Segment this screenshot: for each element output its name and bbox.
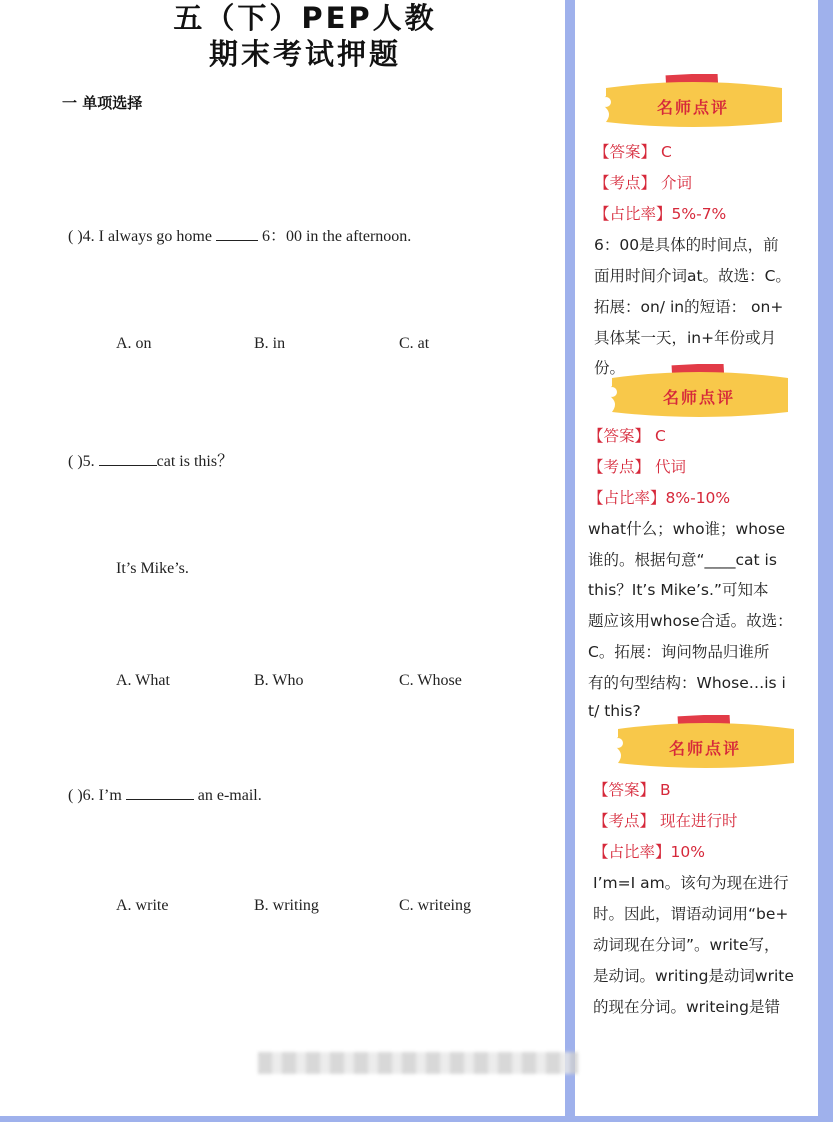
option-a: A. write xyxy=(116,897,169,914)
question-6 xyxy=(68,785,262,805)
note-answer xyxy=(593,778,671,800)
note-line: t/ this? xyxy=(588,702,641,720)
note-line: 题应该用whose合适。故选： xyxy=(588,612,793,630)
note-rate xyxy=(593,840,705,862)
blank-line xyxy=(216,226,258,241)
answer-value: B xyxy=(659,781,671,799)
note-line: 时。因此，谓语动词用“be+ xyxy=(593,905,789,923)
preview-fade-right xyxy=(575,1022,818,1116)
note-rate xyxy=(588,486,730,508)
section-heading: 一 单项选择 xyxy=(62,94,143,112)
option-c: C. Whose xyxy=(399,672,462,689)
point-value: 代词 xyxy=(654,458,686,476)
rate-label: 【占比率】 xyxy=(588,489,666,507)
page-frame-right xyxy=(818,0,833,1122)
answer-bracket: ( ) xyxy=(68,228,83,245)
question-text: 6. I’m xyxy=(82,787,122,804)
question-4 xyxy=(68,223,411,246)
question-text-end: cat is this？ xyxy=(156,453,234,470)
doc-title-line2: 期末考试押题 xyxy=(208,37,401,71)
banner-label: 名师点评 xyxy=(656,98,729,117)
note-rate xyxy=(594,202,726,224)
note-answer xyxy=(588,424,666,446)
answer-label: 【答案】 xyxy=(594,143,657,161)
banner-label: 名师点评 xyxy=(668,739,741,758)
note-line: this？It’s Mike’s.”可知本 xyxy=(588,581,769,599)
answer-label: 【答案】 xyxy=(588,427,651,445)
answer-label: 【答案】 xyxy=(593,781,656,799)
rate-value: 10% xyxy=(670,843,705,861)
note-line: 谁的。根据句意“____cat is xyxy=(588,551,777,569)
point-label: 【考点】 xyxy=(594,174,657,192)
option-b: B. Who xyxy=(254,672,304,689)
blank-line xyxy=(99,451,157,466)
blank-line xyxy=(126,785,194,800)
banner-label: 名师点评 xyxy=(662,388,735,407)
option-b: B. writing xyxy=(254,897,319,914)
option-b: B. in xyxy=(254,335,286,352)
point-label: 【考点】 xyxy=(593,812,656,830)
answer-value: C xyxy=(660,143,672,161)
note-line: what什么；who谁；whose xyxy=(588,520,786,538)
rate-value: 5%-7% xyxy=(671,205,727,223)
blurred-watermark xyxy=(258,1052,578,1074)
note-line: 6：00是具体的时间点，前 xyxy=(594,236,779,254)
page-frame-bottom xyxy=(0,1116,833,1122)
teacher-review-banner xyxy=(610,715,800,773)
answer-value: C xyxy=(654,427,666,445)
option-c: C. writeing xyxy=(399,897,471,914)
teacher-review-banner xyxy=(604,364,794,422)
question-text: 4. I always go home xyxy=(82,228,212,245)
note-answer xyxy=(594,140,672,162)
note-line: 动词现在分词”。write写， xyxy=(593,936,780,954)
note-line: I’m=I am。该句为现在进行 xyxy=(593,874,789,892)
question-text-end: an e-mail. xyxy=(197,787,262,804)
option-a: A. What xyxy=(116,672,170,689)
point-label: 【考点】 xyxy=(588,458,651,476)
rate-value: 8%-10% xyxy=(665,489,731,507)
teacher-review-banner xyxy=(598,74,788,132)
note-line: C。拓展：询问物品归谁所 xyxy=(588,643,770,661)
rate-label: 【占比率】 xyxy=(593,843,671,861)
note-line: 拓展：on/ in的短语： on+ xyxy=(594,298,784,316)
page-gutter xyxy=(565,0,575,1122)
point-value: 介词 xyxy=(660,174,692,192)
point-value: 现在进行时 xyxy=(659,812,738,830)
note-line: 有的句型结构：Whose…is i xyxy=(588,674,786,692)
option-c: C. at xyxy=(399,335,430,352)
note-line: 面用时间介词at。故选：C。 xyxy=(594,267,791,285)
answer-bracket: ( ) xyxy=(68,787,83,804)
note-line: 是动词。writing是动词write xyxy=(593,967,794,985)
question-5 xyxy=(68,448,233,471)
doc-title-line1: 五（下）PEP人教 xyxy=(173,1,437,35)
note-point xyxy=(588,455,686,477)
note-line: 份。 xyxy=(594,359,626,377)
answer-bracket: ( ) xyxy=(68,453,83,470)
note-line: 的现在分词。writeing是错 xyxy=(593,998,780,1016)
note-line: 具体某一天，in+年份或月 xyxy=(594,329,777,347)
note-point xyxy=(593,809,737,831)
rate-label: 【占比率】 xyxy=(594,205,672,223)
question-text: 5. xyxy=(82,453,95,470)
note-point xyxy=(594,171,692,193)
question-text-end: 6：00 in the afternoon. xyxy=(261,228,412,245)
option-a: A. on xyxy=(116,335,152,352)
reply-line: It’s Mike’s. xyxy=(116,560,189,577)
